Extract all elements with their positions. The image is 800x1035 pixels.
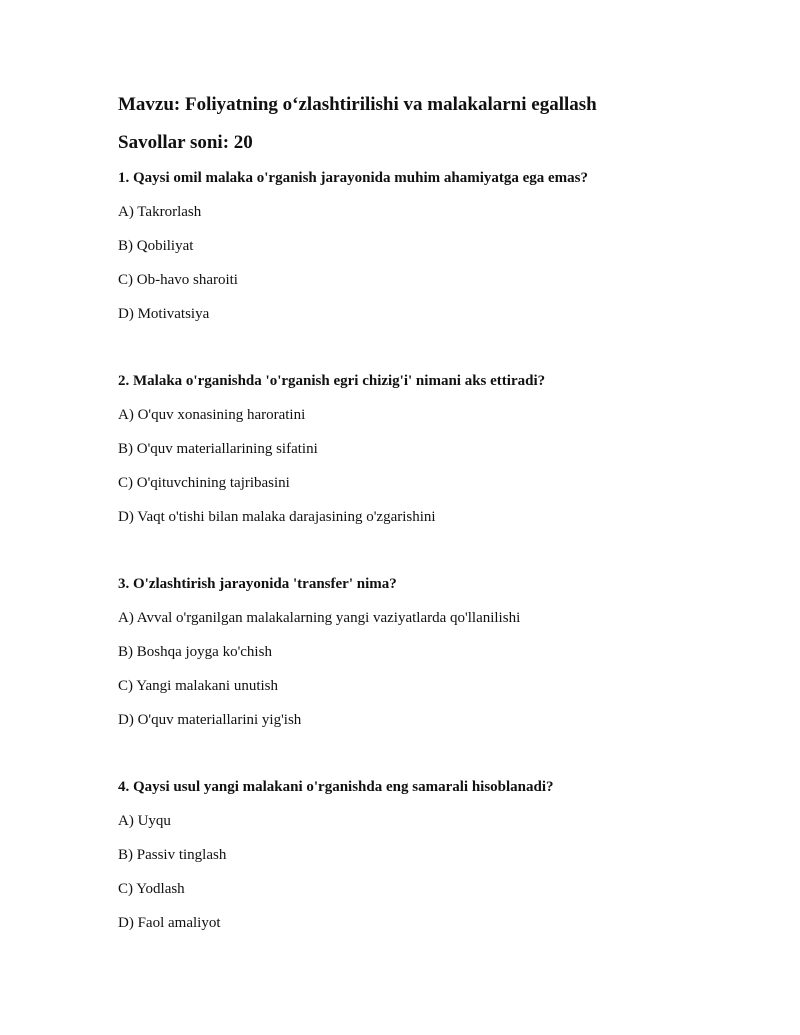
question-3-text: 3. O'zlashtirish jarayonida 'transfer' nima?	[118, 576, 397, 592]
question-1-text: 1. Qaysi omil malaka o'rganish jarayonida muhim ahamiyatga ega emas?	[118, 170, 589, 186]
question-4-text: 4. Qaysi usul yangi malakani o'rganishda eng samarali hisoblanadi?	[118, 779, 554, 795]
question-1-option-a: A) Takrorlash	[118, 204, 202, 220]
question-count: Savollar soni: 20	[118, 132, 253, 153]
question-1-option-b: B) Qobiliyat	[118, 238, 194, 254]
question-2-option-d: D) Vaqt o'tishi bilan malaka darajasining o'zgarishini	[118, 509, 436, 525]
question-4-option-d: D) Faol amaliyot	[118, 915, 221, 931]
document-topic: Mavzu: Foliyatning o‘zlashtirilishi va malakalarni egallash	[118, 94, 597, 115]
question-4-option-a: A) Uyqu	[118, 813, 171, 829]
question-3-option-d: D) O'quv materiallarini yig'ish	[118, 712, 302, 728]
question-2-option-b: B) O'quv materiallarining sifatini	[118, 441, 318, 457]
question-1-option-d: D) Motivatsiya	[118, 306, 210, 322]
question-4-option-b: B) Passiv tinglash	[118, 847, 227, 863]
question-4-option-c: C) Yodlash	[118, 881, 185, 897]
question-3-option-c: C) Yangi malakani unutish	[118, 678, 278, 694]
question-3-option-b: B) Boshqa joyga ko'chish	[118, 644, 272, 660]
question-1-option-c: C) Ob-havo sharoiti	[118, 272, 238, 288]
question-2-option-c: C) O'qituvchining tajribasini	[118, 475, 290, 491]
question-2-option-a: A) O'quv xonasining haroratini	[118, 407, 306, 423]
question-2-text: 2. Malaka o'rganishda 'o'rganish egri chizig'i' nimani aks ettiradi?	[118, 373, 546, 389]
question-3-option-a: A) Avval o'rganilgan malakalarning yangi vaziyatlarda qo'llanilishi	[118, 610, 521, 626]
